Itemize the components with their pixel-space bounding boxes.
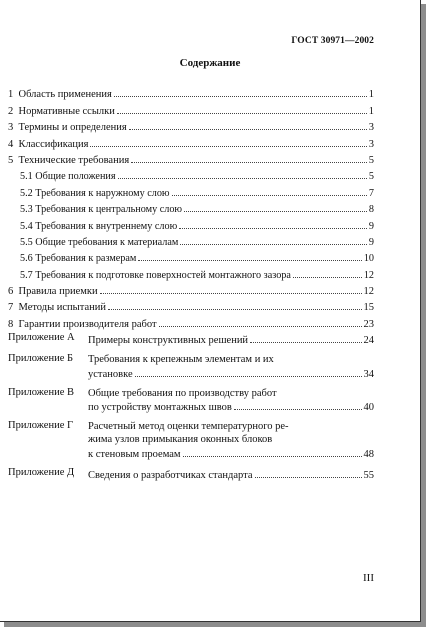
appendix-body [88, 418, 374, 460]
toc-entry-label [8, 319, 157, 330]
appendix-last-line [88, 468, 374, 482]
dot-leader [108, 309, 362, 310]
dot-leader [114, 96, 367, 97]
toc-entry-page: 9 [368, 236, 374, 248]
toc-entry-text: Требования к внутреннему слою [35, 220, 178, 232]
page-shadow-bottom [4, 622, 426, 627]
appendix-title-line: Общие требования по производству работ [88, 387, 277, 399]
toc-entry-page: 5 [368, 154, 374, 166]
dot-leader [234, 409, 362, 410]
toc-entry-text: Общие положения [35, 171, 116, 183]
toc-entry-page: 10 [363, 253, 374, 265]
appendix-title-line: Требования к крепежным элементам и их [88, 354, 274, 366]
appendix-title-line: Расчетный метод оценки температурного ре- [88, 421, 289, 433]
toc-entry-label [8, 139, 88, 150]
appendix-prefix: Приложение Д [8, 467, 75, 479]
toc-entry-page: 15 [363, 302, 374, 314]
toc-entry-page: 23 [363, 318, 374, 330]
appendix-title-line: Сведения о разработчиках стандарта [88, 470, 253, 482]
toc-entry-number: 5.5 [20, 236, 33, 248]
appendix-page: 24 [363, 335, 374, 347]
toc-entry-label [8, 106, 115, 117]
dot-leader [100, 293, 362, 294]
toc-entry-text: Нормативные ссылки [18, 105, 115, 117]
toc-entry-label [20, 204, 182, 215]
toc-entry-page: 3 [368, 122, 374, 134]
toc-entry-label [20, 221, 177, 232]
toc-entry-number: 1 [8, 89, 14, 101]
toc-entry-label [20, 270, 291, 281]
toc-entry-label [8, 286, 98, 297]
appendix-entry [8, 385, 374, 414]
appendix-page: 55 [363, 470, 374, 482]
dot-leader [179, 228, 367, 229]
appendix-body [88, 465, 374, 481]
toc-entry-text: Область применения [18, 89, 112, 101]
toc-entry [8, 117, 374, 133]
toc-entry-number: 7 [8, 302, 14, 314]
appendix-title-line: установке [88, 368, 133, 380]
toc-entry-label [20, 253, 136, 264]
appendix-last-line [88, 333, 374, 347]
toc-entry [8, 215, 374, 231]
toc-entry-page: 9 [368, 220, 374, 232]
appendix-last-line [88, 400, 374, 414]
toc-entry [8, 248, 374, 264]
toc-entry-number: 5 [8, 154, 14, 166]
toc-entry-label [20, 171, 116, 182]
dot-leader [118, 178, 367, 179]
toc-entry-number: 2 [8, 105, 14, 117]
toc-entry-number: 5.6 [20, 253, 33, 265]
dot-leader [129, 129, 367, 130]
dot-leader [250, 342, 361, 343]
appendix-title-line: жима узлов примыкания оконных блоков [88, 434, 273, 446]
dot-leader [135, 376, 362, 377]
toc-entry-page: 12 [363, 269, 374, 281]
toc-entry-label [8, 302, 106, 313]
toc-entry-page: 3 [368, 138, 374, 150]
toc-entry-text: Требования к подготовке поверхностей монтажного зазора [35, 269, 291, 281]
dot-leader [90, 146, 366, 147]
dot-leader [131, 162, 367, 163]
appendix-prefix: Приложение Г [8, 420, 74, 432]
appendix-title-line: Примеры конструктивных решений [88, 335, 249, 347]
toc-entry-label [8, 89, 112, 100]
toc-entry [8, 232, 374, 248]
appendix-entry [8, 330, 374, 346]
contents-title: Содержание [179, 57, 241, 69]
toc-entry-number: 5.4 [20, 220, 33, 232]
appendix-title-line: к стеновым проемам [88, 449, 181, 461]
appendix-body [88, 330, 374, 346]
appendix-body [88, 385, 374, 414]
page-shadow-right [421, 4, 426, 626]
toc-entry-page: 12 [363, 286, 374, 298]
toc-entry-label [20, 188, 170, 199]
toc-entry [8, 150, 374, 166]
toc-entry-text: Правила приемки [18, 286, 98, 298]
appendix-body [88, 351, 374, 380]
toc-entry-page: 1 [368, 89, 374, 101]
toc-entry [8, 313, 374, 329]
toc-entry-text: Гарантии производителя работ [18, 318, 157, 330]
toc-entry-number: 5.7 [20, 269, 33, 281]
table-of-contents [8, 84, 374, 481]
toc-entry-text: Термины и определения [18, 122, 127, 134]
toc-entry-number: 3 [8, 122, 14, 134]
toc-entry-number: 4 [8, 138, 14, 150]
appendix-prefix: Приложение А [8, 331, 75, 343]
toc-entry [8, 264, 374, 280]
toc-entry [8, 199, 374, 215]
toc-entry-label [20, 237, 178, 248]
appendix-last-line [88, 446, 374, 460]
toc-entry-page: 5 [368, 171, 374, 183]
appendix-prefix: Приложение В [8, 386, 74, 398]
dot-leader [293, 277, 362, 278]
toc-entry-text: Требования к размерам [35, 253, 137, 265]
appendix-last-line [88, 366, 374, 380]
toc-entry [8, 297, 374, 313]
toc-entry-text: Технические требования [18, 154, 130, 166]
dot-leader [183, 456, 362, 457]
toc-entry-label [8, 155, 129, 166]
appendix-entry [8, 465, 374, 481]
appendix-title-line: по устройству монтажных швов [88, 402, 232, 414]
dot-leader [117, 113, 367, 114]
dot-leader [184, 211, 367, 212]
toc-entry-label [8, 122, 127, 133]
toc-entry-number: 5.2 [20, 187, 33, 199]
toc-entry-number: 8 [8, 318, 14, 330]
toc-entry-number: 6 [8, 286, 14, 298]
toc-entry-number: 5.3 [20, 204, 33, 216]
page-number: III [363, 572, 374, 584]
dot-leader [138, 260, 361, 261]
toc-entry-page: 1 [368, 105, 374, 117]
toc-entry-text: Общие требования к материалам [35, 236, 179, 248]
toc-entry [8, 84, 374, 100]
appendix-prefix: Приложение Б [8, 353, 74, 365]
dot-leader [172, 195, 367, 196]
appendix-page: 48 [363, 449, 374, 461]
toc-entry-text: Классификация [18, 138, 89, 150]
toc-entry-text: Требования к наружному слою [35, 187, 170, 199]
dot-leader [180, 244, 367, 245]
appendix-page: 40 [363, 402, 374, 414]
appendix-page: 34 [363, 368, 374, 380]
document-header: ГОСТ 30971—2002 [291, 36, 374, 46]
appendix-entry [8, 351, 374, 380]
toc-entry-text: Методы испытаний [18, 302, 106, 314]
toc-entry-number: 5.1 [20, 171, 33, 183]
dot-leader [255, 477, 362, 478]
toc-entry [8, 133, 374, 149]
toc-entry-text: Требования к центральному слою [35, 204, 183, 216]
toc-entry-page: 7 [368, 187, 374, 199]
appendix-entry [8, 418, 374, 460]
toc-entry [8, 281, 374, 297]
toc-entry-page: 8 [368, 204, 374, 216]
toc-entry [8, 166, 374, 182]
toc-entry [8, 182, 374, 198]
dot-leader [159, 326, 362, 327]
toc-entry [8, 100, 374, 116]
